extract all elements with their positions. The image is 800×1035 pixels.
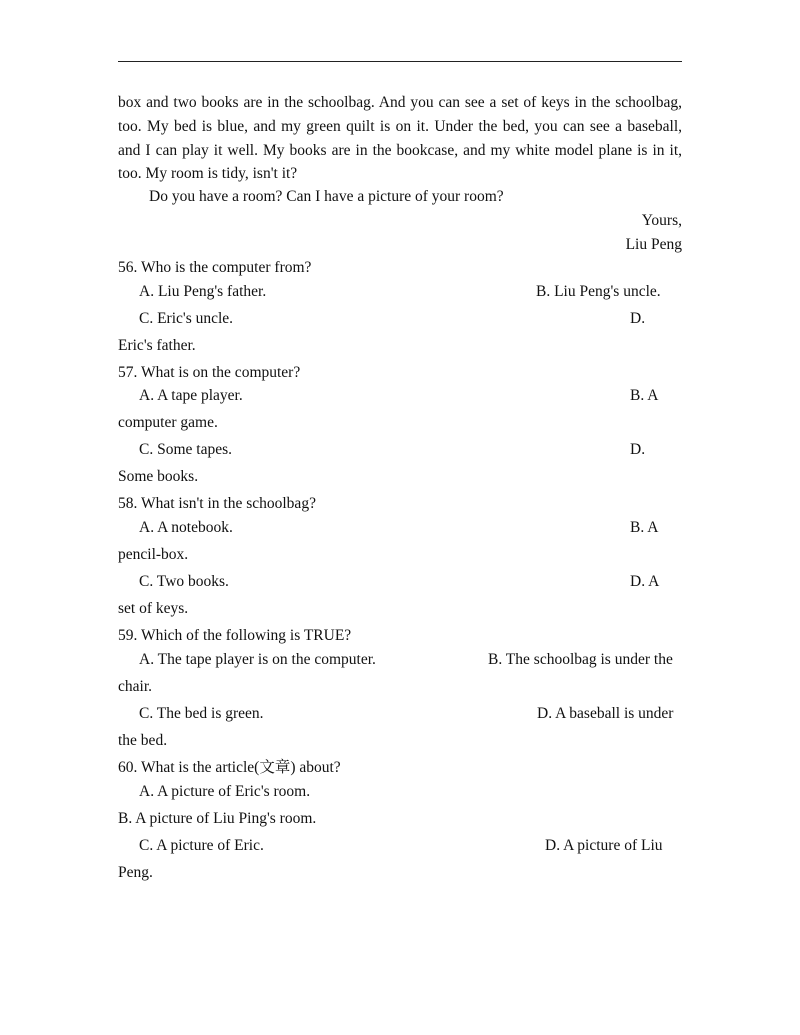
letter-signature: Liu Peng [625,236,682,253]
option-a: A. A notebook. [139,519,233,536]
option-d: D. A picture of Liu [545,837,663,854]
option-b-continued: chair. [118,678,152,695]
option-c: C. The bed is green. [139,705,264,722]
option-d-continued: the bed. [118,732,168,749]
option-b-continued: computer game. [118,414,218,431]
option-c: C. Eric's uncle. [139,310,234,327]
passage-line: and I can play it well. My books are in the bookcase, and my white model plane is in it, [118,142,682,159]
option-d-continued: Eric's father. [118,337,196,354]
letter-closing: Yours, [641,212,682,229]
passage-line: too. My room is tidy, isn't it? [118,165,298,182]
option-a: A. A picture of Eric's room. [139,783,311,800]
question-stem: 59. Which of the following is TRUE? [118,627,352,644]
passage-line: too. My bed is blue, and my green quilt is on it. Under the bed, you can see a baseball, [118,118,682,135]
option-c: C. Some tapes. [139,441,232,458]
option-d: D. [630,310,646,327]
option-b-continued: pencil-box. [118,546,189,563]
option-d-continued: set of keys. [118,600,189,617]
option-d: D. [630,441,646,458]
option-c: C. A picture of Eric. [139,837,264,854]
question-stem: 57. What is on the computer? [118,364,301,381]
option-b: B. The schoolbag is under the [488,651,673,668]
option-c: C. Two books. [139,573,229,590]
passage-line: box and two books are in the schoolbag. And you can see a set of keys in the schoolbag, [118,94,682,111]
question-stem: 60. What is the article(文章) about? [118,759,341,776]
option-b: B. A [630,387,659,404]
option-d-continued: Some books. [118,468,199,485]
option-d: D. A [630,573,660,590]
option-a: A. The tape player is on the computer. [139,651,376,668]
option-a: A. Liu Peng's father. [139,283,267,300]
option-a: A. A tape player. [139,387,243,404]
option-b: B. A picture of Liu Ping's room. [118,810,317,827]
passage-last-paragraph: Do you have a room? Can I have a picture of your room? [149,188,504,205]
question-stem: 58. What isn't in the schoolbag? [118,495,316,512]
option-d-continued: Peng. [118,864,153,881]
option-b: B. A [630,519,659,536]
question-stem: 56. Who is the computer from? [118,259,312,276]
header-rule [118,61,682,62]
option-d: D. A baseball is under [537,705,674,722]
option-b: B. Liu Peng's uncle. [536,283,661,300]
